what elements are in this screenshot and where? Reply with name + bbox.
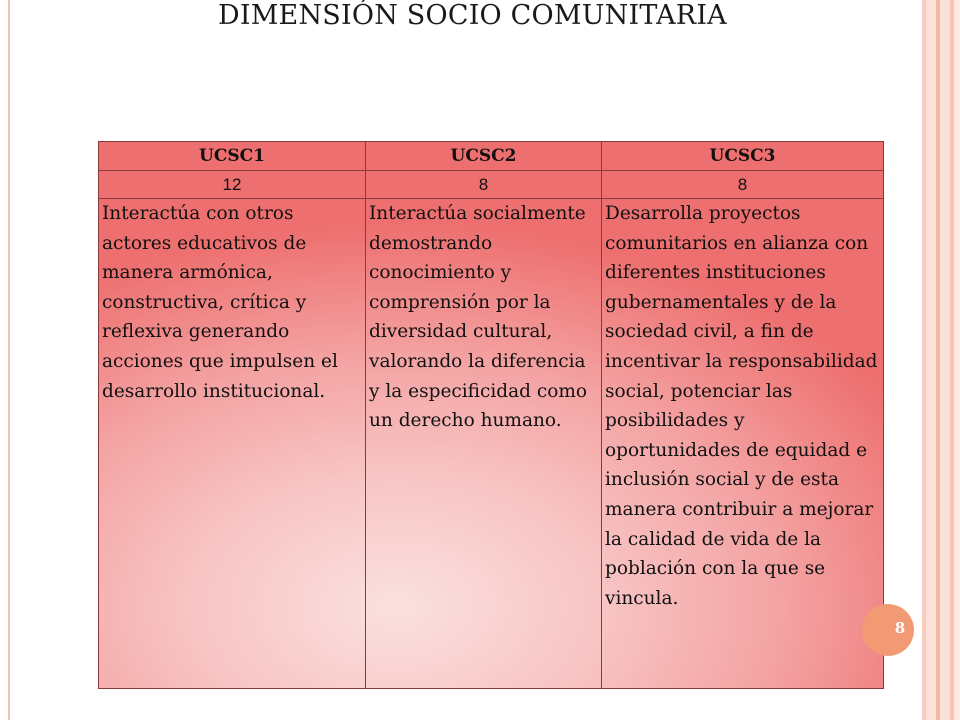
- description-ucsc1: Interactúa con otros actores educativos de manera armónica, constructiva, crítica y reflexiva generando acciones que impulsen el desarrollo institucional.: [99, 199, 366, 689]
- table-header-row: [99, 142, 884, 171]
- credits-ucsc1: 12: [99, 171, 366, 199]
- left-border-line: [8, 0, 10, 720]
- description-ucsc2: Interactúa socialmente demostrando conocimiento y comprensión por la diversidad cultural, valorando la diferencia y la especificidad como un derecho humano.: [366, 199, 602, 689]
- column-code-ucsc2: UCSC2: [366, 142, 602, 171]
- column-code-ucsc3: UCSC3: [602, 142, 884, 171]
- table-description-row: [99, 199, 884, 689]
- slide-title: DIMENSIÓN SOCIO COMUNITARIA: [218, 0, 727, 31]
- column-code-ucsc1: UCSC1: [99, 142, 366, 171]
- page-number: 8: [894, 619, 906, 637]
- page-number-badge: [862, 604, 914, 656]
- credits-ucsc3: 8: [602, 171, 884, 199]
- description-ucsc3: Desarrolla proyectos comunitarios en alianza con diferentes instituciones gubernamentales y de la sociedad civil, a fin de incentivar la responsabilidad social, potenciar las posibilidades y oportunidades de equidad e inclusión social y de esta manera contribuir a mejorar la calidad de vida de la población con la que se vincula.: [602, 199, 884, 689]
- right-decorative-stripes: [916, 0, 960, 720]
- credits-ucsc2: 8: [366, 171, 602, 199]
- competency-table: [98, 141, 884, 689]
- table-credits-row: [99, 171, 884, 199]
